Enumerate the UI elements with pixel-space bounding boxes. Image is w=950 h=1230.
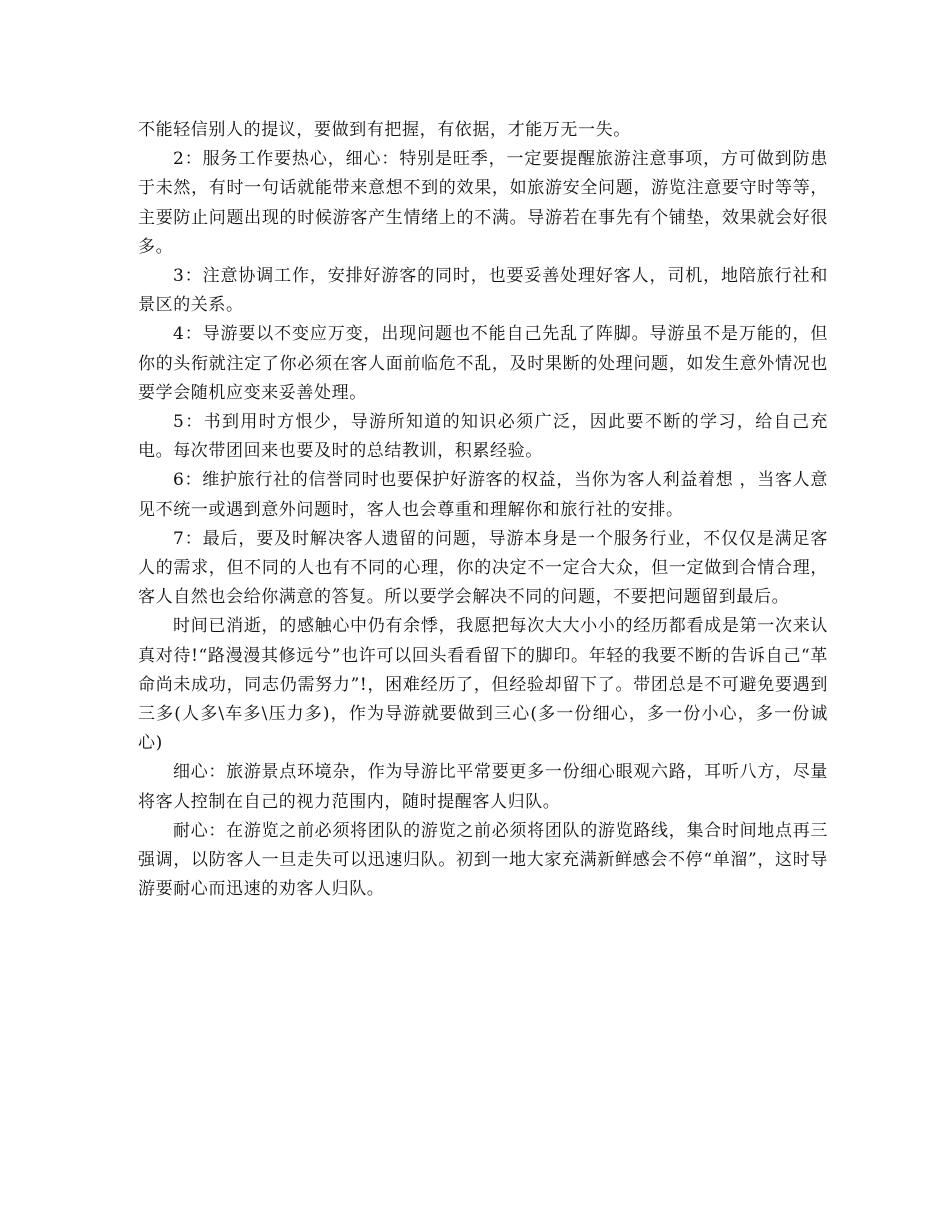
paragraph-reflection: 时间已消逝，的感触心中仍有余悸，我愿把每次大大小小的经历都看成是第一次来认真对待!“路漫漫其修远兮”也许可以回头看看留下的脚印。年轻的我要不断的告诉自己“革命尚未成功，同志仍需努力”!，困难经历了，但经验却留下了。带团总是不可避免要遇到三多(人多\车多\压力多)，作为导游就要做到三心(多一份细心，多一份小心，多一份诚心): [138, 616, 828, 754]
paragraph-point-6: 6：维护旅行社的信誉同时也要保护好游客的权益，当你为客人利益着想 ，当客人意见不统一或遇到意外问题时，客人也会尊重和理解你和旅行社的安排。: [138, 470, 828, 520]
paragraph-point-4: 4：导游要以不变应万变，出现问题也不能自己先乱了阵脚。导游虽不是万能的，但你的头衔就注定了你必须在客人面前临危不乱，及时果断的处理问题，如发生意外情况也要学会随机应变来妥善处理。: [138, 324, 828, 403]
paragraph-point-2: 2：服务工作要热心，细心：特别是旺季，一定要提醒旅游注意事项，方可做到防患于未然，有时一句话就能带来意想不到的效果，如旅游安全问题，游览注意要守时等等，主要防止问题出现的时候游客产生情绪上的不满。导游若在事先有个铺垫，效果就会好很多。: [138, 149, 828, 257]
paragraph-naixin: 耐心：在游览之前必须将团队的游览之前必须将团队的游览路线，集合时间地点再三强调，以防客人一旦走失可以迅速归队。初到一地大家充满新鲜感会不停“单溜”，这时导游要耐心而迅速的劝客人归队。: [138, 820, 828, 900]
paragraph-xixin: 细心：旅游景点环境杂，作为导游比平常要更多一份细心眼观六路，耳听八方，尽量将客人控制在自己的视力范围内，随时提醒客人归队。: [138, 762, 828, 812]
paragraph-point-3: 3：注意协调工作，安排好游客的同时，也要妥善处理好客人，司机，地陪旅行社和景区的关系。: [138, 266, 828, 316]
paragraph-point-5: 5：书到用时方恨少，导游所知道的知识必须广泛，因此要不断的学习，给自己充电。每次带团回来也要及时的总结教训，积累经验。: [138, 412, 828, 462]
paragraph-continuation: 不能轻信别人的提议，要做到有把握，有依据，才能万无一失。: [138, 120, 631, 140]
paragraph-point-7: 7：最后，要及时解决客人遗留的问题，导游本身是一个服务行业，不仅仅是满足客人的需求，但不同的人也有不同的心理，你的决定不一定合大众，但一定做到合情合理，客人自然也会给你满意的答复。所以要学会解决不同的问题，不要把问题留到最后。: [138, 528, 828, 608]
document-body: [138, 116, 828, 904]
